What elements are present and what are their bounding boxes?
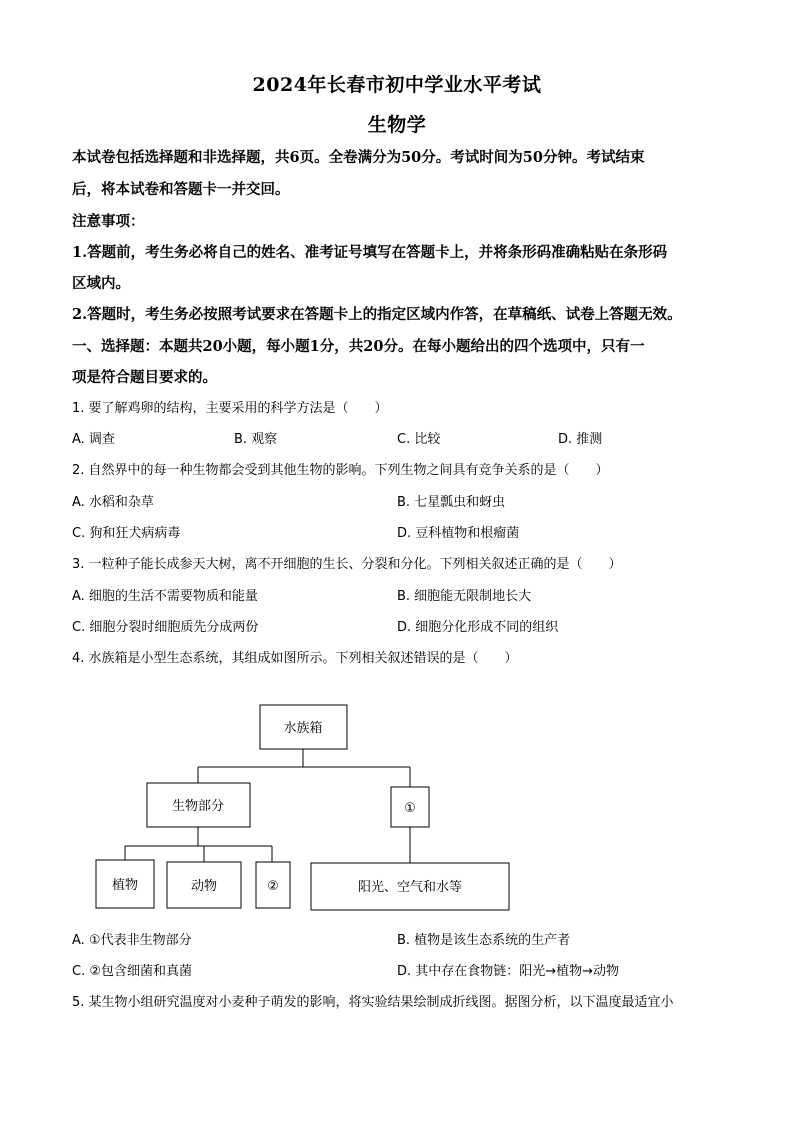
note-2: 2.答题时，考生务必按照考试要求在答题卡上的指定区域内作答，在草稿纸、试卷上答题无效。 (72, 306, 682, 323)
label-decomposer: ② (267, 879, 279, 894)
question-4-stem: 4. 水族箱是小型生态系统，其组成如图所示。下列相关叙述错误的是（ ） (72, 651, 518, 666)
q4-option-d: D. 其中存在食物链：阳光→植物→动物 (397, 964, 620, 979)
q2-option-b: B. 七星瓢虫和蚜虫 (397, 495, 506, 510)
q1-option-d: D. 推测 (558, 432, 603, 447)
note-1-line-2: 区域内。 (72, 275, 130, 292)
label-abiotic: 阳光、空气和水等 (357, 880, 463, 895)
label-animal: 动物 (190, 879, 218, 894)
question-5-stem: 5. 某生物小组研究温度对小麦种子萌发的影响，将实验结果绘制成折线图。据图分析，以下温度最适宜小 (72, 995, 674, 1010)
q2-option-d: D. 豆科植物和根瘤菌 (397, 526, 520, 541)
label-biotic: 生物部分 (171, 799, 225, 814)
label-plant: 植物 (111, 878, 139, 893)
connector-biotic (125, 827, 272, 862)
q4-option-a: A. ①代表非生物部分 (72, 933, 192, 948)
q2-option-c: C. 狗和狂犬病病毒 (72, 526, 181, 541)
question-2-stem: 2. 自然界中的每一种生物都会受到其他生物的影响。下列生物之间具有竞争关系的是（ ） (72, 463, 609, 478)
section-1-line-1: 一、选择题：本题共20小题，每小题1分，共20分。在每小题给出的四个选项中，只有一 (72, 338, 645, 355)
instructions-line-2: 后，将本试卷和答题卡一并交回。 (72, 181, 290, 198)
note-1-line-1: 1.答题前，考生务必将自己的姓名、准考证号填写在答题卡上，并将条形码准确粘贴在条形码 (72, 244, 668, 261)
section-1-line-2: 项是符合题目要求的。 (72, 369, 217, 386)
subject-title: 生物学 (367, 114, 427, 136)
q1-option-b: B. 观察 (234, 432, 278, 447)
notes-title: 注意事项： (72, 213, 145, 230)
q1-option-c: C. 比较 (397, 432, 441, 447)
q3-option-a: A. 细胞的生活不需要物质和能量 (72, 589, 258, 604)
q1-option-a: A. 调查 (72, 432, 115, 447)
q4-option-b: B. 植物是该生态系统的生产者 (397, 933, 571, 948)
exam-title: 2024年长春市初中学业水平考试 (252, 74, 542, 96)
q2-option-a: A. 水稻和杂草 (72, 495, 154, 510)
question-1-stem: 1. 要了解鸡卵的结构，主要采用的科学方法是（ ） (72, 401, 388, 416)
q3-option-c: C. 细胞分裂时细胞质先分成两份 (72, 620, 259, 635)
instructions-line-1: 本试卷包括选择题和非选择题，共6页。全卷满分为50分。考试时间为50分钟。考试结束 (72, 149, 645, 166)
connector-level-1 (198, 749, 410, 787)
q3-option-b: B. 细胞能无限制地长大 (397, 589, 532, 604)
question-3-stem: 3. 一粒种子能长成参天大树，离不开细胞的生长、分裂和分化。下列相关叙述正确的是（ ） (72, 557, 622, 572)
q4-option-c: C. ②包含细菌和真菌 (72, 964, 192, 979)
q3-option-d: D. 细胞分化形成不同的组织 (397, 620, 559, 635)
label-nonbiotic: ① (404, 801, 416, 816)
label-aquarium: 水族箱 (283, 721, 323, 736)
